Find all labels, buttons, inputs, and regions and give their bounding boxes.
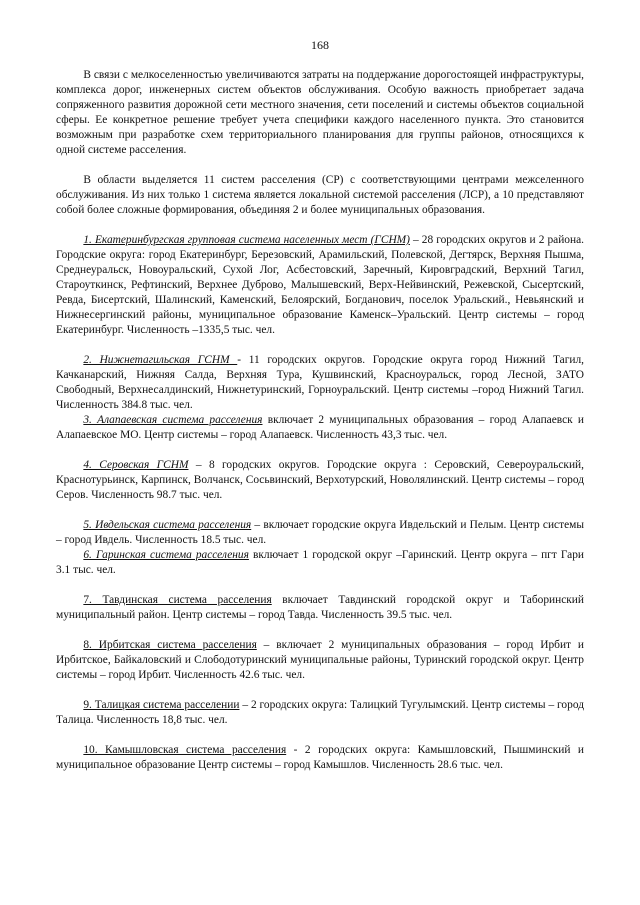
system-paragraph <box>56 353 584 413</box>
system-title: 7. Тавдинская система расселения <box>83 594 272 606</box>
system-title: 5. Ивдельская система расселения <box>83 519 252 531</box>
system-title: 8. Ирбитская система расселения <box>83 639 257 651</box>
intro-paragraph: В связи с мелкоселенностью увеличиваются затраты на поддержание дорогостоящей инфраструктуры, комплекса дорог, инженерных систем объектов обслуживания. Особую важность приобретает задача сопряженного развития дорожной сети местного значения, сети поселений и системы объектов социальной сферы. Ее конкретное решение требует учета специфики каждого населенного пункта. Это становится возможным при разработке схем территориального планирования для группы районов, относящихся к одной системе расселения. <box>56 69 584 156</box>
page-number: 168 <box>311 38 329 52</box>
system-description: – 8 городских округов. Городские округа : Серовский, Североуральский, Краснотурьинск, Карпинск, Волчанск, Сосьвинский, Верхотурский, Новолялинский. Центр системы – город Серов. Численность 98.7 тыс. чел. <box>56 459 584 501</box>
system-title: 6. Гаринская система расселения <box>83 549 249 561</box>
system-description: - 2 городских округа: Камышловский, Пышминский и муниципальное образование Центр системы – город Камышлов. Численность 28.6 тыс. чел. <box>56 744 584 771</box>
system-paragraph <box>56 698 584 728</box>
system-description: – включает 2 муниципальных образования – город Ирбит и Ирбитское, Байкаловский и Слободотуринский муниципальные районы, Туринский городской округ. Центр системы – город Ирбит. Численность 42.6 тыс. чел. <box>56 639 584 681</box>
system-description: – 28 городских округов и 2 района. Городские округа: город Екатеринбург, Березовский, Арамильский, Полевской, Дегтярск, Верхняя Пышма, Среднеуральск, Новоуральский, Сухой Лог, Асбестовский, Заречный, Кировградский, Верхний Тагил, Староуткинск, Рефтинский, Верхнее Дуброво, Малышевский, Верх-Нейвинский, Режевской, Сысертский, Ревда, Бисертский, Шалинский, Каменский, Белоярский, Богданович, поселок Уральский., Невьянский и Нижнесергинский районы, муниципальное образование Каменск–Уральский. Центр системы – город Екатеринбург. Численность –1335,5 тыс. чел. <box>56 234 584 336</box>
system-description: – 2 городских округа: Талицкий Тугулымский. Центр системы – город Талица. Численность 18,8 тыс. чел. <box>56 699 584 726</box>
system-paragraph <box>56 743 584 773</box>
system-description: включает 2 муниципальных образования – город Алапаевск и Алапаевское МО. Центр системы – город Алапаевск. Численность 43,3 тыс. чел. <box>56 414 584 441</box>
system-title: 9. Талицкая система расселении <box>83 699 240 711</box>
system-paragraph <box>56 413 584 443</box>
system-title: 2. Нижнетагильская ГСНМ <box>83 354 238 366</box>
system-title: 1. Екатеринбургская групповая система населенных мест (ГСНМ) <box>83 234 410 246</box>
system-paragraph <box>56 548 584 578</box>
system-description: – включает городские округа Ивдельский и Пелым. Центр системы – город Ивдель. Численность 18.5 тыс. чел. <box>56 519 584 546</box>
system-paragraph <box>56 518 584 548</box>
system-description: включает 1 городской округ –Гаринский. Центр округа – пгт Гари 3.1 тыс. чел. <box>56 549 585 576</box>
system-paragraph <box>56 233 584 338</box>
system-title: 4. Серовская ГСНМ <box>83 459 189 471</box>
settlement-systems-list <box>56 233 584 773</box>
system-paragraph <box>56 593 584 623</box>
system-title: 10. Камышловская система расселения <box>83 744 287 756</box>
system-description: - 11 городских округов. Городские округа город Нижний Тагил, Качканарский, Нижняя Салда, Верхняя Тура, Кушвинский, Красноуральск, город Лесной, ЗАТО Свободный, Верхнесалдинский, Нижнетуринский, Горноуральский. Центр системы –город Нижний Тагил. Численность 384.8 тыс. чел. <box>56 354 585 411</box>
intro-paragraph: В области выделяется 11 систем расселения (СР) с соответствующими центрами межселенного обслуживания. Из них только 1 система является локальной системой расселения (ЛСР), а 10 представляют собой более сложные формирования, объединяя 2 и более муниципальных образования. <box>56 174 584 216</box>
system-title: 3. Алапаевская система расселения <box>83 414 263 426</box>
system-paragraph <box>56 638 584 683</box>
system-paragraph <box>56 458 584 503</box>
system-description: включает Тавдинский городской округ и Таборинский муниципальный район. Центр системы – город Тавда. Численность 39.5 тыс. чел. <box>56 594 584 621</box>
